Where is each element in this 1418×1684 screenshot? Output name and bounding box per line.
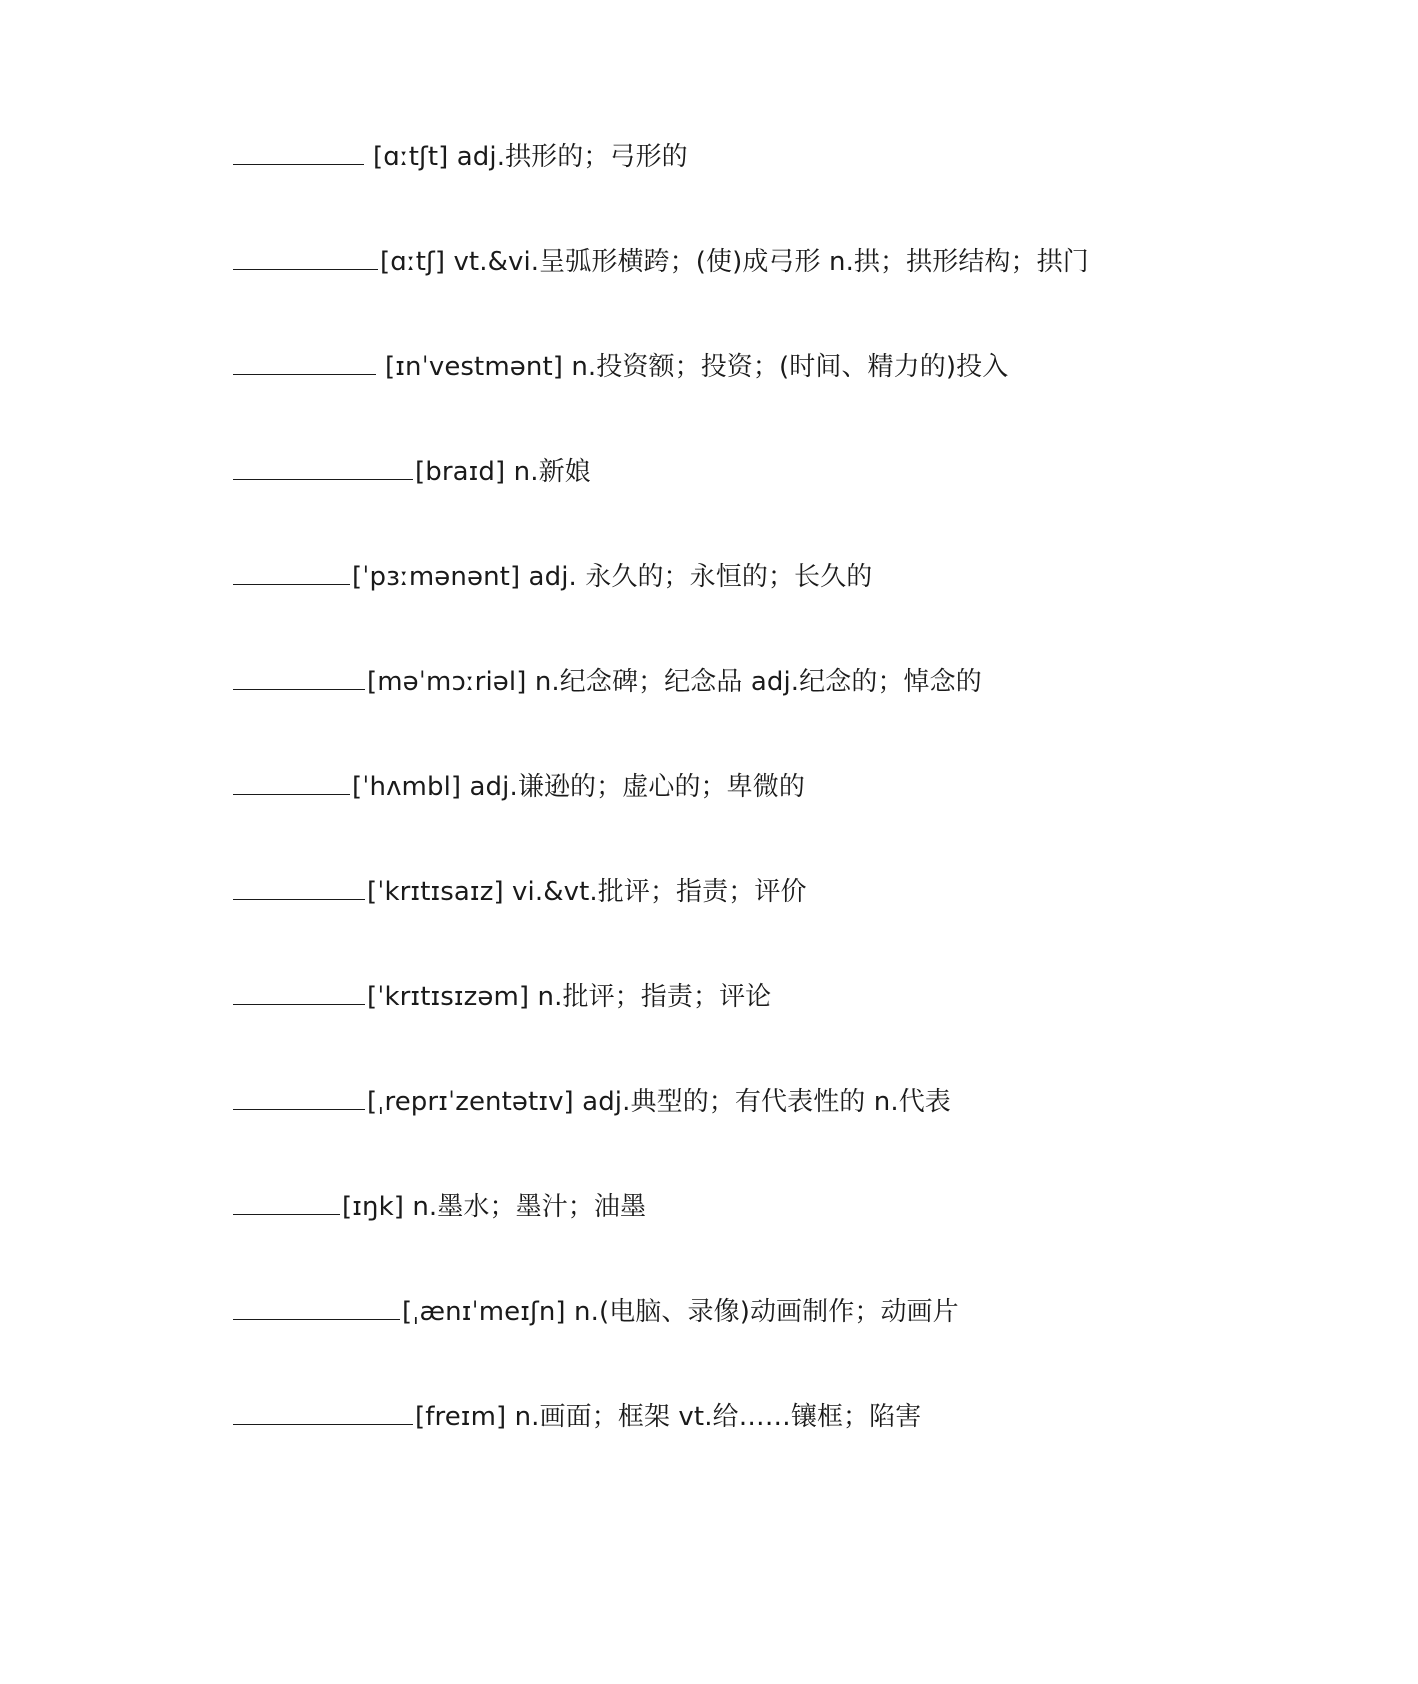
vocabulary-list <box>233 138 1353 1503</box>
entry-definition: [ˌænɪˈmeɪʃn] n.(电脑、录像)动画制作；动画片 <box>402 1297 959 1327</box>
entry-definition: [ɪŋk] n.墨水；墨汁；油墨 <box>342 1192 647 1222</box>
entry-definition: [ˈkrɪtɪsaɪz] vi.&vt.批评；指责；评价 <box>367 877 807 907</box>
vocab-entry <box>233 873 1353 978</box>
vocab-entry <box>233 243 1353 348</box>
vocab-entry <box>233 663 1353 768</box>
answer-blank[interactable] <box>233 1293 400 1320</box>
answer-blank[interactable] <box>233 558 350 585</box>
vocab-entry <box>233 978 1353 1083</box>
answer-blank[interactable] <box>233 453 413 480</box>
entry-definition: [ɪnˈvestmənt] n.投资额；投资；(时间、精力的)投入 <box>385 352 1009 382</box>
answer-blank[interactable] <box>233 1188 340 1215</box>
answer-blank[interactable] <box>233 663 365 690</box>
vocab-entry <box>233 1188 1353 1293</box>
answer-blank[interactable] <box>233 768 350 795</box>
vocab-entry <box>233 138 1353 243</box>
answer-blank[interactable] <box>233 873 365 900</box>
entry-definition: [ˈpɜːmənənt] adj. 永久的；永恒的；长久的 <box>352 562 873 592</box>
answer-blank[interactable] <box>233 348 376 375</box>
answer-blank[interactable] <box>233 978 365 1005</box>
entry-definition: [ˈhʌmbl] adj.谦逊的；虚心的；卑微的 <box>352 772 805 802</box>
entry-definition: [ɑːtʃt] adj.拱形的；弓形的 <box>373 142 688 172</box>
entry-definition: [ɑːtʃ] vt.&vi.呈弧形横跨；(使)成弓形 n.拱；拱形结构；拱门 <box>380 247 1089 277</box>
answer-blank[interactable] <box>233 138 364 165</box>
vocab-entry <box>233 1293 1353 1398</box>
answer-blank[interactable] <box>233 1398 413 1425</box>
vocab-entry <box>233 768 1353 873</box>
vocab-entry <box>233 453 1353 558</box>
entry-definition: [freɪm] n.画面；框架 vt.给……镶框；陷害 <box>415 1402 922 1432</box>
entry-definition: [ˈkrɪtɪsɪzəm] n.批评；指责；评论 <box>367 982 772 1012</box>
vocab-entry <box>233 1398 1353 1503</box>
answer-blank[interactable] <box>233 1083 365 1110</box>
vocab-entry <box>233 1083 1353 1188</box>
answer-blank[interactable] <box>233 243 378 270</box>
vocab-entry <box>233 558 1353 663</box>
entry-definition: [ˌreprɪˈzentətɪv] adj.典型的；有代表性的 n.代表 <box>367 1087 951 1117</box>
entry-definition: [braɪd] n.新娘 <box>415 457 591 487</box>
vocab-entry <box>233 348 1353 453</box>
entry-definition: [məˈmɔːriəl] n.纪念碑；纪念品 adj.纪念的；悼念的 <box>367 667 982 697</box>
